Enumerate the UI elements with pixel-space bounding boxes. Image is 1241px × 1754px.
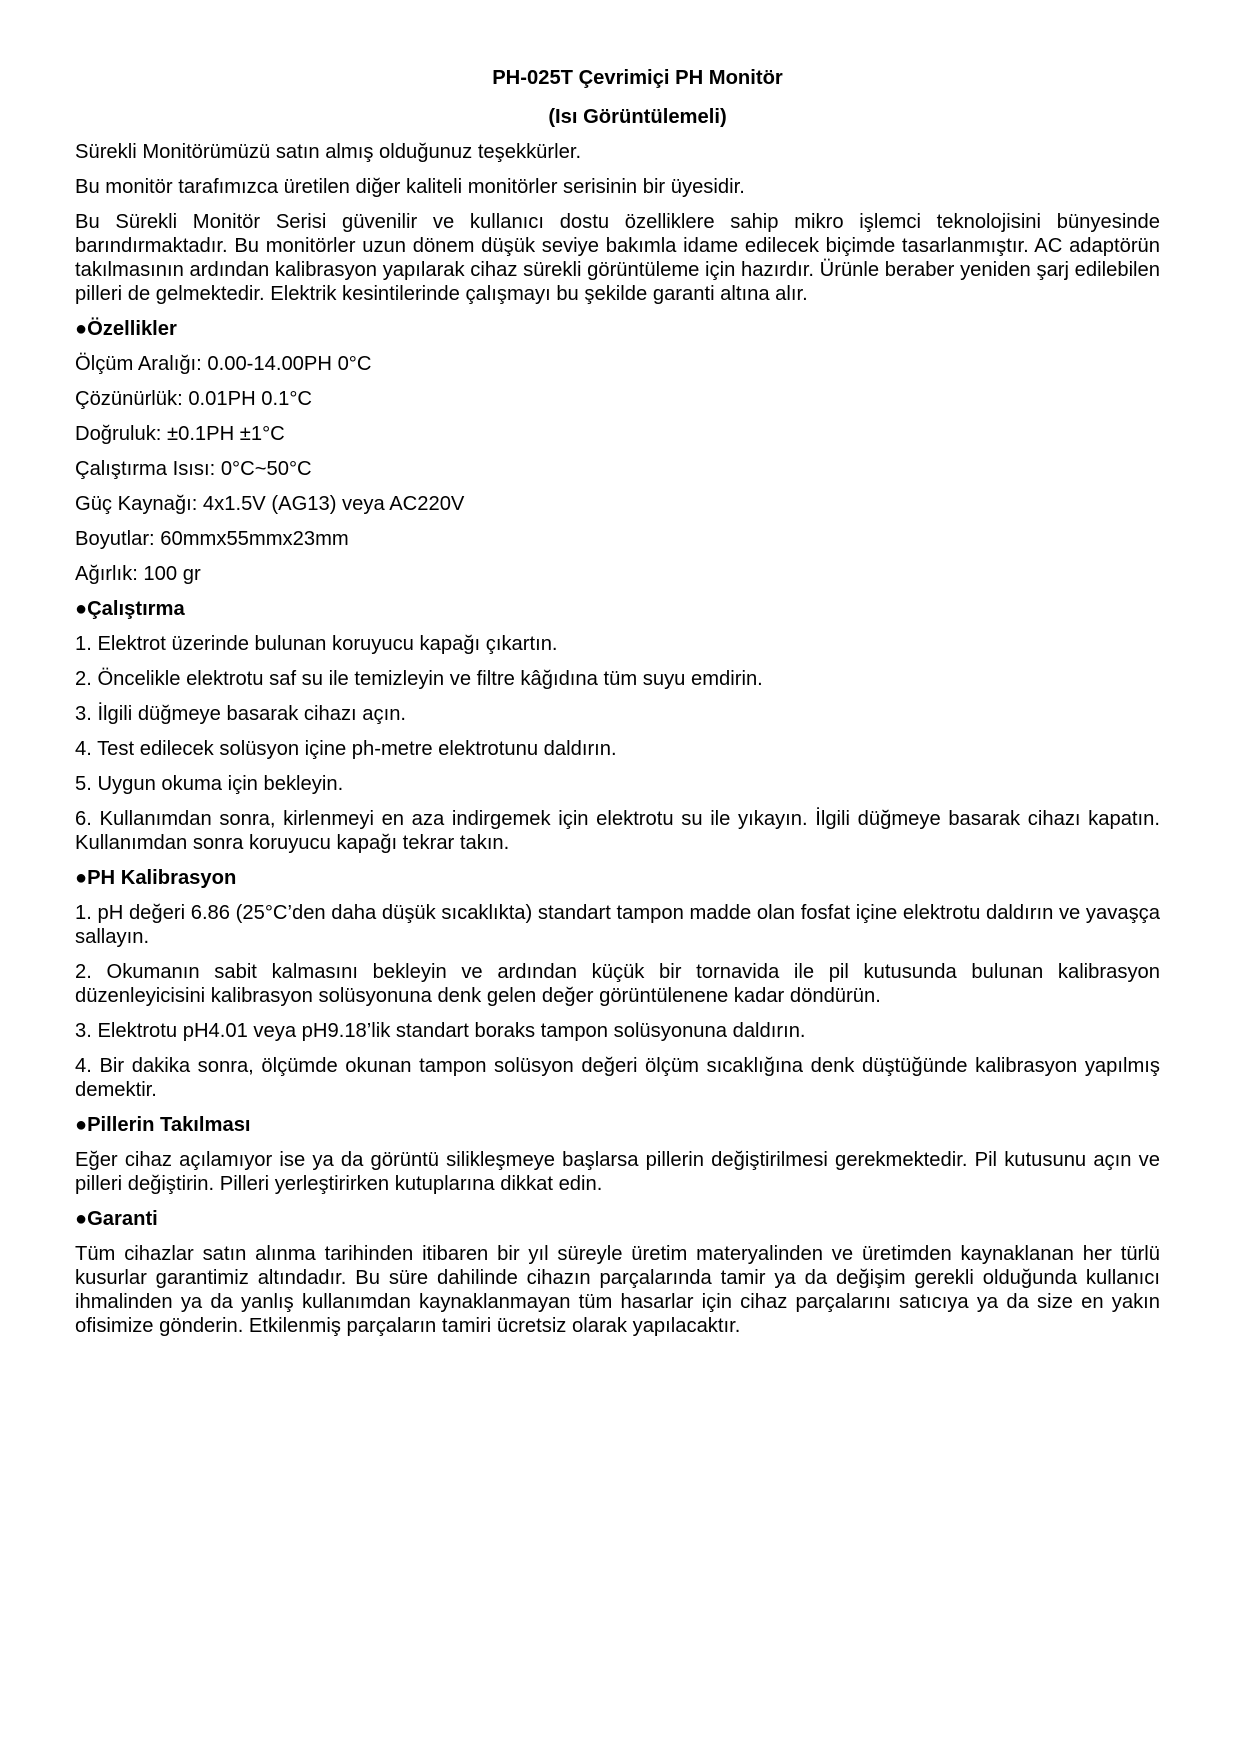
section-heading-batteries [75,1113,1160,1137]
bullet-icon: ● [75,867,88,889]
spec-operating-temperature: Çalıştırma Isısı: 0°C~50°C [75,458,312,480]
section-heading-warranty [75,1207,1160,1231]
bullet-icon: ● [75,598,88,620]
document-title: PH-025T Çevrimiçi PH Monitör [492,67,783,89]
operation-step: 6. Kullanımdan sonra, kirlenmeyi en aza indirgemek için elektrotu su ile yıkayın. İlgili düğmeye basarak cihazı kapatın. Kullanımdan sonra koruyucu kapağı tekrar takın. [75,808,1160,854]
operation-step: 2. Öncelikle elektrotu saf su ile temizleyin ve filtre kâğıdına tüm suyu emdirin. [75,668,763,690]
warranty-paragraph: Tüm cihazlar satın alınma tarihinden itibaren bir yıl süreyle üretim materyalinden ve üretimden kaynaklanan her türlü kusurlar garantimiz altındadır. Bu süre dahilinde cihazın parçalarında tamir ya da değişim gerekli olduğunda kullanıcı ihmalinden ya da yanlış kullanımdan kaynaklanmayan tüm hasarlar için cihaz parçalarını satıcıya ya da size en yakın ofisimize gönderin. Etkilenmiş parçaların tamiri ücretsiz olarak yapılacaktır. [75,1243,1160,1337]
calibration-step: 3. Elektrotu pH4.01 veya pH9.18’lik standart boraks tampon solüsyonuna daldırın. [75,1020,806,1042]
section-heading-operation [75,597,1160,621]
heading-text: Özellikler [87,318,177,340]
intro-paragraph: Sürekli Monitörümüzü satın almış olduğunuz teşekkürler. [75,141,582,163]
spec-dimensions: Boyutlar: 60mmx55mmx23mm [75,528,349,550]
bullet-icon: ● [75,1114,88,1136]
operation-step: 5. Uygun okuma için bekleyin. [75,773,344,795]
section-heading-features [75,317,1160,341]
document-page [75,66,1160,1349]
calibration-step: 1. pH değeri 6.86 (25°C’den daha düşük sıcaklıkta) standart tampon madde olan fosfat içine elektrotu daldırın ve yavaşça sallayın. [75,902,1160,948]
heading-text: Çalıştırma [87,598,185,620]
document-subtitle: (Isı Görüntülemeli) [548,106,727,128]
bullet-icon: ● [75,318,88,340]
heading-text: Pillerin Takılması [87,1114,251,1136]
operation-step: 4. Test edilecek solüsyon içine ph-metre elektrotunu daldırın. [75,738,617,760]
heading-text: Garanti [87,1208,158,1230]
spec-weight: Ağırlık: 100 gr [75,563,201,585]
batteries-paragraph: Eğer cihaz açılamıyor ise ya da görüntü silikleşmeye başlarsa pillerin değiştirilmesi gerekmektedir. Pil kutusunu açın ve pilleri değiştirin. Pilleri yerleştirirken kutuplarına dikkat edin. [75,1149,1160,1195]
calibration-step: 2. Okumanın sabit kalmasını bekleyin ve ardından küçük bir tornavida ile pil kutusunda bulunan kalibrasyon düzenleyicisini kalibrasyon solüsyonuna denk gelen değer görüntülenene kadar döndürün. [75,961,1160,1007]
calibration-step: 4. Bir dakika sonra, ölçümde okunan tampon solüsyon değeri ölçüm sıcaklığına denk düştüğünde kalibrasyon yapılmış demektir. [75,1055,1160,1101]
section-heading-calibration [75,866,1160,890]
heading-text: PH Kalibrasyon [87,867,237,889]
intro-paragraph: Bu monitör tarafımızca üretilen diğer kaliteli monitörler serisinin bir üyesidir. [75,176,745,198]
operation-step: 1. Elektrot üzerinde bulunan koruyucu kapağı çıkartın. [75,633,558,655]
intro-paragraph: Bu Sürekli Monitör Serisi güvenilir ve kullanıcı dostu özelliklere sahip mikro işlemci teknolojisini bünyesinde barındırmaktadır. Bu monitörler uzun dönem düşük seviye bakımla idame edilecek biçimde tasarlanmıştır. AC adaptörün takılmasının ardından kalibrasyon yapılarak cihaz sürekli görüntüleme için hazırdır. Ürünle beraber yeniden şarj edilebilen pilleri de gelmektedir. Elektrik kesintilerinde çalışmayı bu şekilde garanti altına alır. [75,211,1160,305]
operation-step: 3. İlgili düğmeye basarak cihazı açın. [75,703,407,725]
spec-accuracy: Doğruluk: ±0.1PH ±1°C [75,423,285,445]
spec-measurement-range: Ölçüm Aralığı: 0.00-14.00PH 0°C [75,353,372,375]
bullet-icon: ● [75,1208,88,1230]
spec-resolution: Çözünürlük: 0.01PH 0.1°C [75,388,312,410]
spec-power-supply: Güç Kaynağı: 4x1.5V (AG13) veya AC220V [75,493,465,515]
